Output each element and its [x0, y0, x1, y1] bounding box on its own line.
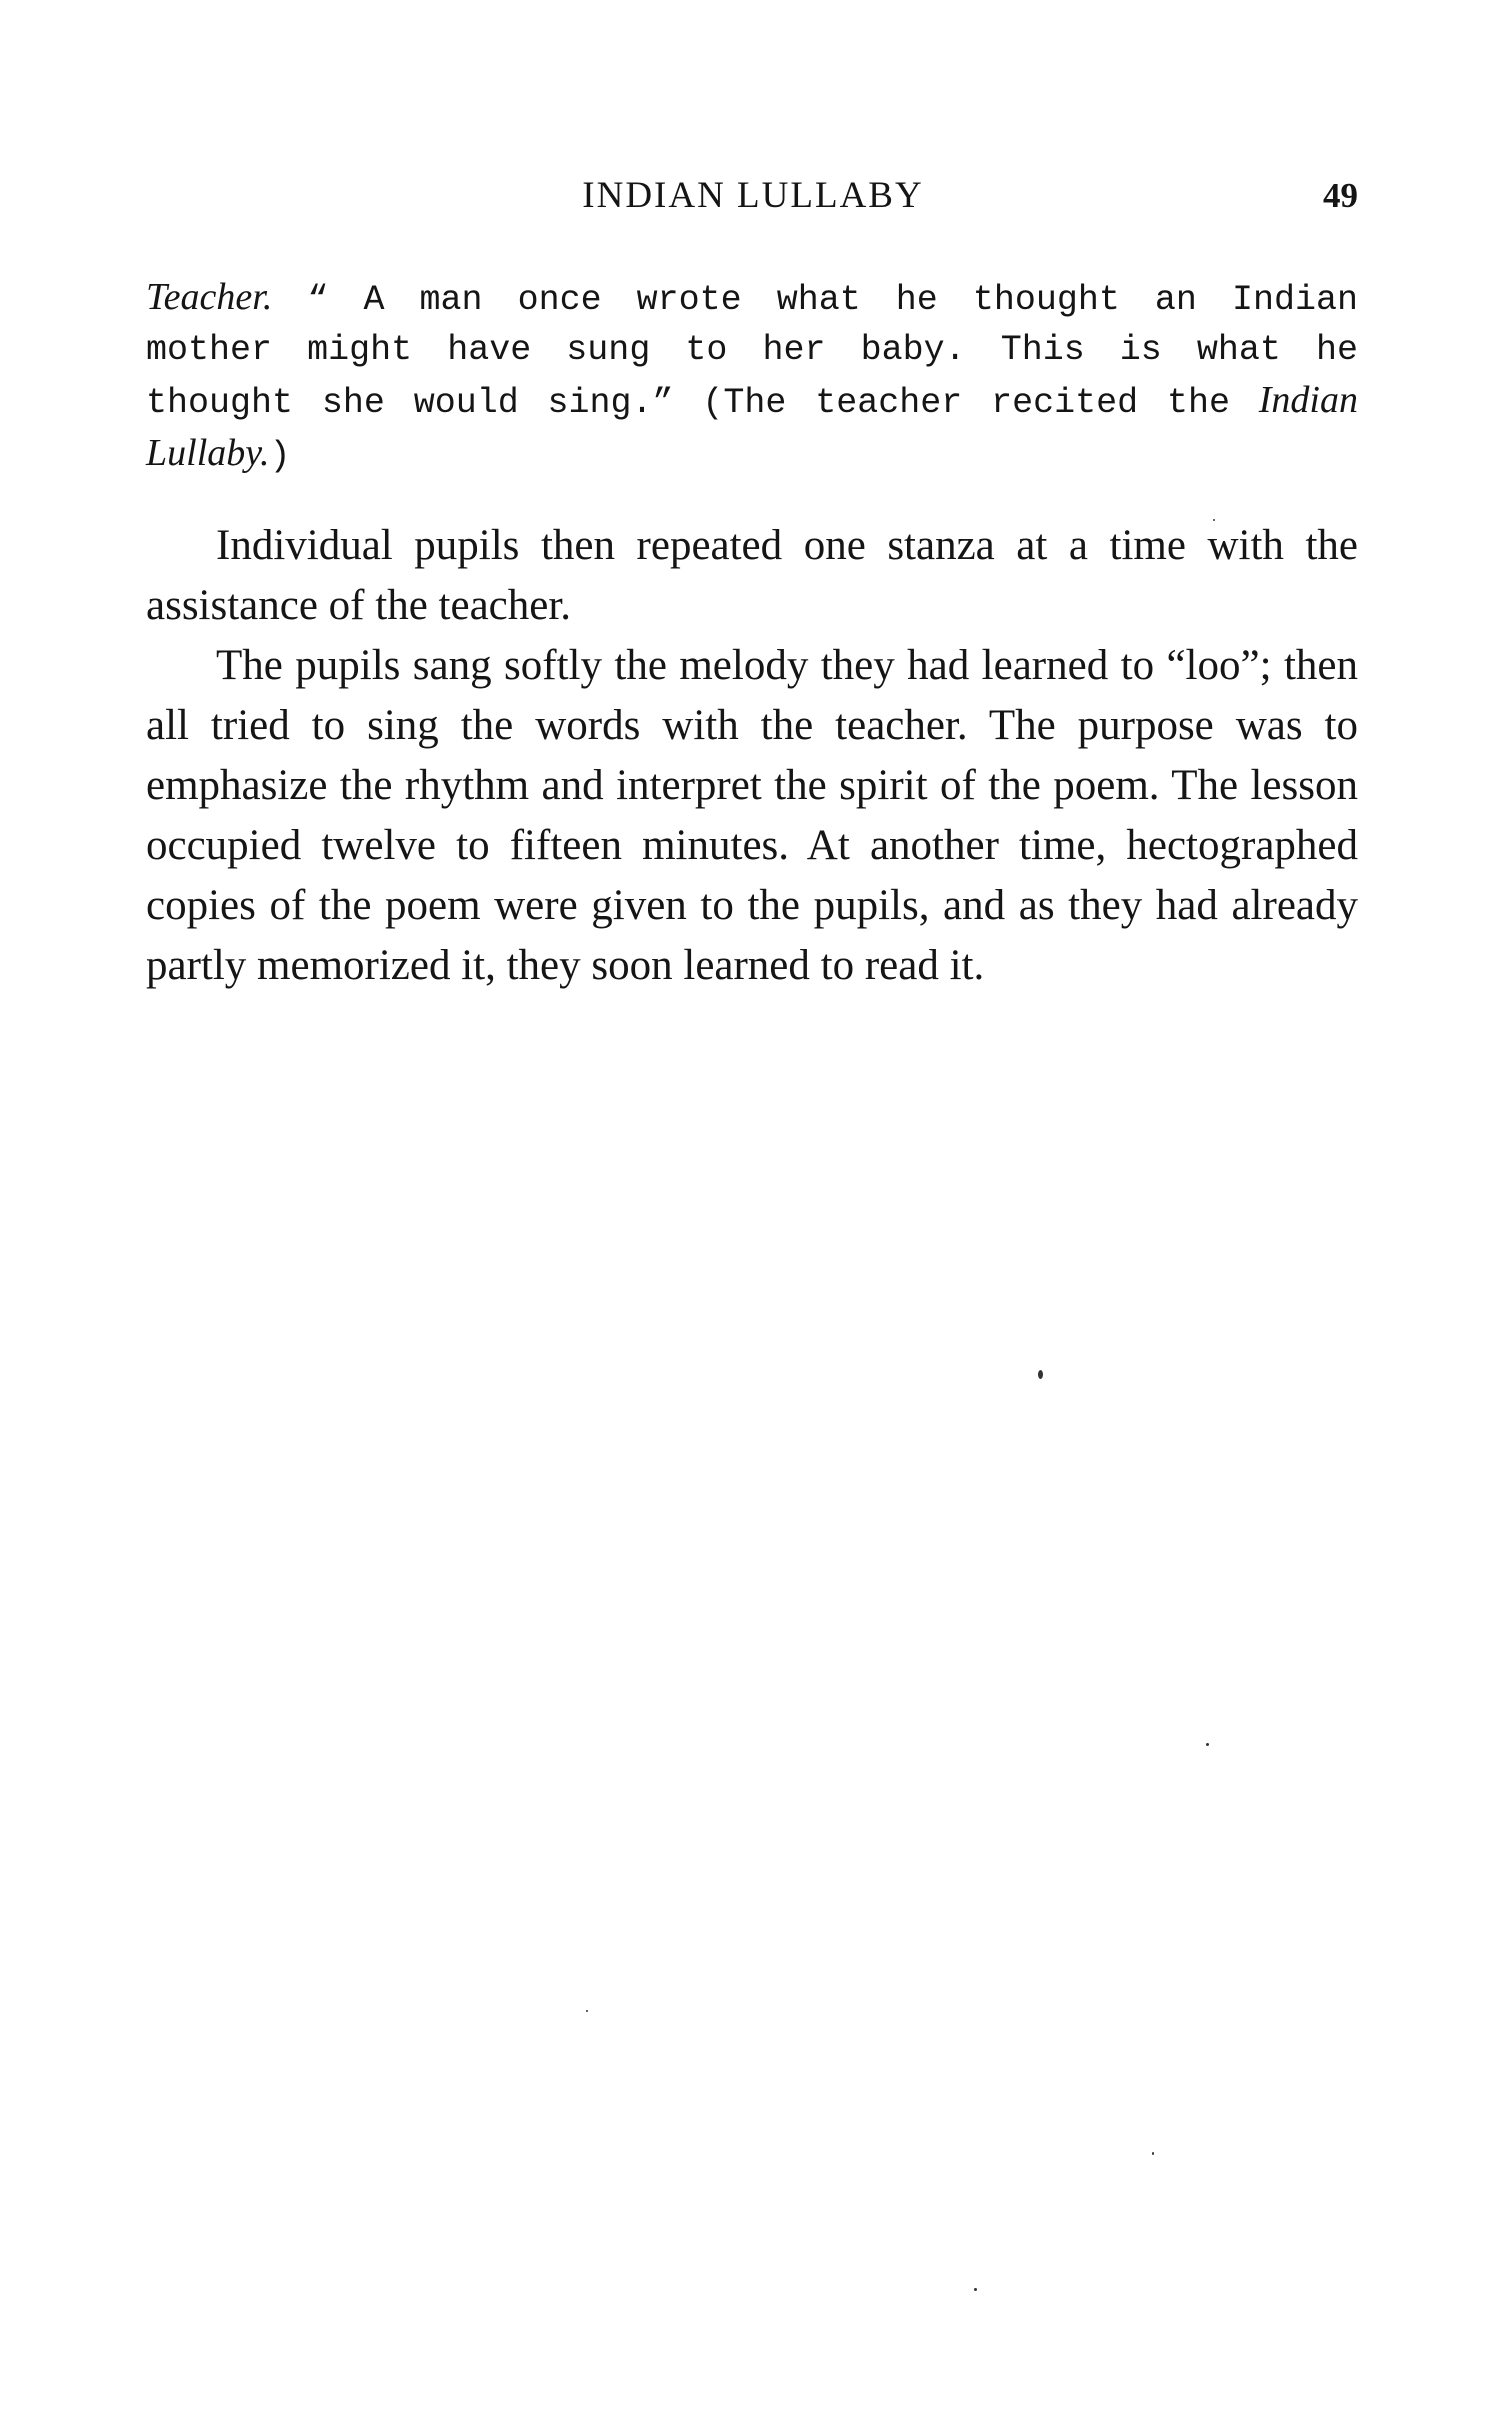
closing-paren: ) [269, 436, 291, 476]
paragraph: Individual pupils then repeated one stanza at a time with the assistance of the teacher. [146, 522, 1358, 629]
scan-speck [586, 2010, 588, 2012]
poem-title: Indian Lullaby. [146, 379, 1358, 474]
paragraph: The pupils sang softly the melody they had learned to “loo”; then all tried to sing the words with the teacher. The purpose was to emphasize the rhythm and interpret the spirit of the poem. The lesson occupied twelve to fifteen minutes. At another time, hectographed copies of the poem were given to the pupils, and as they had already partly memorized it, they soon learned to read it. [146, 642, 1358, 989]
scan-speck [1206, 1743, 1209, 1746]
scan-speck [1152, 2152, 1154, 2155]
running-title: INDIAN LULLABY [582, 175, 924, 216]
teacher-quote: “ A man once wrote what he thought an Indian mother might have sung to her baby. This is what he thought she would sing.” (The teacher recited the [146, 280, 1358, 423]
scan-speck [1213, 519, 1215, 521]
body-text [146, 516, 1358, 996]
scan-speck [974, 2288, 977, 2291]
running-head [148, 172, 1358, 220]
page-number: 49 [1323, 176, 1358, 215]
teacher-dialogue [146, 272, 1358, 481]
scan-speck [1038, 1370, 1043, 1379]
speaker-label: Teacher. [146, 276, 273, 318]
